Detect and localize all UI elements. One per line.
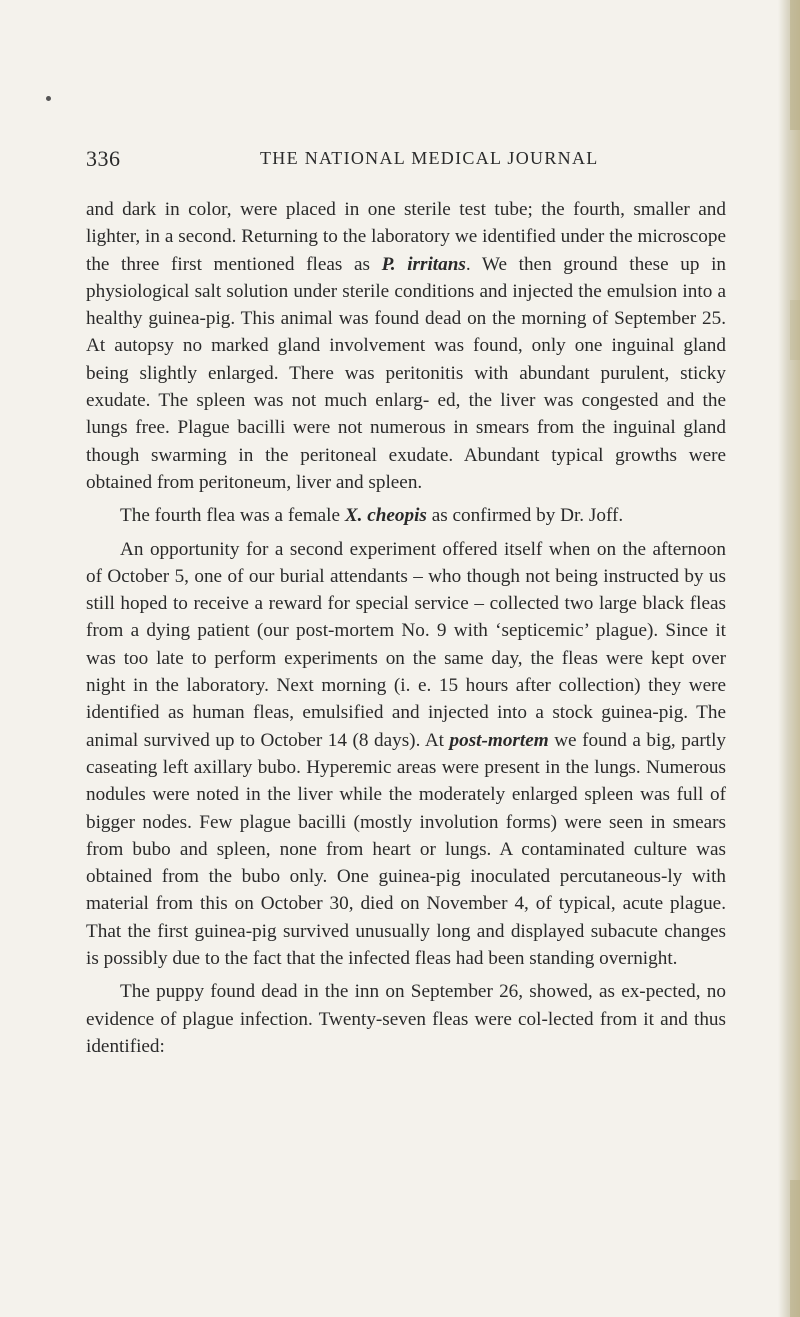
paragraph-text: An opportunity for a second experiment offered itself when on the afternoon of October 5, one of our burial attendants – who though not being instructed by us still hoped to receive a reward for special service – collected two large black fleas from a dying patient (our post-mortem No. 9 with ‘septicemic’ plague). Since it was too late to perform experiments on the same day, the fleas were kept over night in the laboratory. Next morning (i. e. 15 hours after collection) they were identified as human fleas, emulsified and injected into a stock guinea-pig. The animal survived up to October 14 (8 days). At xyxy=(86,538,726,751)
paragraph-text: . We then ground these up in physiological salt solution under sterile conditions and injected the emulsion into a healthy guinea-pig. This animal was found dead on the morning of September 25. At autopsy no marked gland involvement was found, only one inguinal gland being slightly enlarged. There was peritonitis with abundant purulent, sticky exudate. The spleen was not much enlarg- ed, the liver was congested and the lungs free. Plague bacilli were not numerous in smears from the inguinal gland though swarming in the peritoneal exudate. Abundant typical growths were obtained from peritoneum, liver and spleen. xyxy=(86,253,726,493)
italic-term: post-mortem xyxy=(449,729,549,751)
species-name: P. irritans xyxy=(381,253,466,275)
paragraph-text: we found a big, partly caseating left axillary bubo. Hyperemic areas were present in the lungs. Numerous nodules were noted in the liver while the moderately enlarged spleen was full of bigger nodes. Few plague bacilli (mostly involution forms) were seen in smears from bubo and spleen, none from heart or lungs. A contaminated culture was obtained from the bubo only. One guinea-pig inoculated percutaneous-ly with material from this on October 30, died on November 4, of typical, acute plague. That the first guinea-pig survived unusually long and displayed subacute changes is possibly due to the fact that the infected fleas had been standing overnight. xyxy=(86,729,726,970)
paragraph-text: The fourth flea was a female xyxy=(120,505,345,527)
paragraph-text: and dark in color, were placed in one sterile test tube; the fourth, smaller and lighter, in a second. Returning to the laboratory we identified under the microscope the three first mentioned fleas as xyxy=(86,199,726,275)
ink-speck xyxy=(46,96,51,101)
page-edge-stain xyxy=(790,300,800,360)
page-edge-stain xyxy=(790,1180,800,1317)
paragraph xyxy=(86,502,726,529)
paragraph-text: The puppy found dead in the inn on September 26, showed, as ex-pected, no evidence of plague infection. Twenty-seven fleas were col-lected from it and thus identified: xyxy=(86,981,726,1057)
page-edge-shadow xyxy=(778,0,800,1317)
paragraph xyxy=(86,196,726,496)
paragraph xyxy=(86,978,726,1060)
article-body xyxy=(86,196,726,1060)
page-header xyxy=(86,146,726,176)
page-number: 336 xyxy=(86,146,121,171)
paragraph-text: as confirmed by Dr. Joff. xyxy=(426,505,624,527)
page-edge-stain xyxy=(790,0,800,130)
species-name: X. cheopis xyxy=(344,505,427,527)
paragraph xyxy=(86,536,726,973)
running-title: THE NATIONAL MEDICAL JOURNAL xyxy=(260,148,599,168)
